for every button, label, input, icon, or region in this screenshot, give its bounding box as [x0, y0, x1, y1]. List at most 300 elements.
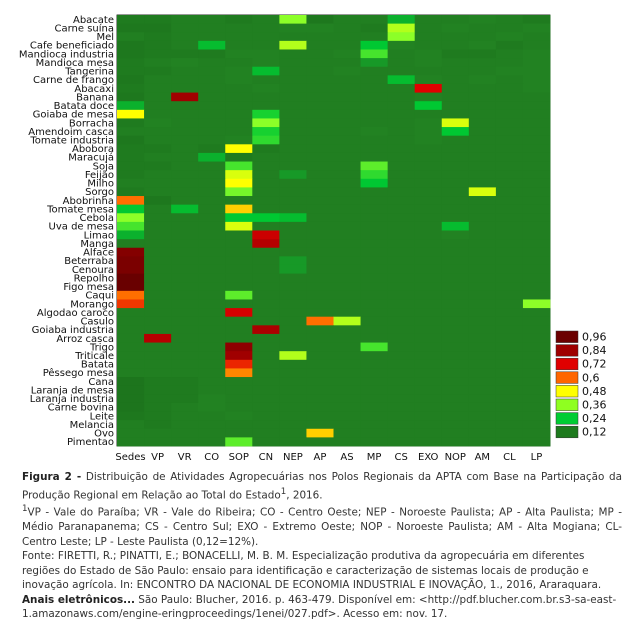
heatmap-cell: [117, 196, 144, 205]
heatmap-cell: [144, 41, 171, 50]
heatmap-cell: [306, 282, 333, 291]
heatmap-cell: [469, 231, 496, 240]
heatmap-cell: [225, 213, 252, 222]
column-label: SOP: [228, 452, 249, 463]
heatmap-cell: [415, 170, 442, 179]
row-label: Maracujá: [68, 152, 114, 164]
heatmap-cell: [415, 325, 442, 334]
heatmap-cell: [252, 256, 279, 265]
heatmap-cell: [279, 49, 306, 58]
heatmap-cell: [117, 162, 144, 171]
heatmap-cell: [144, 213, 171, 222]
heatmap-cell: [442, 58, 469, 67]
heatmap-cell: [117, 179, 144, 188]
heatmap-cell: [415, 256, 442, 265]
heatmap-cell: [117, 127, 144, 136]
heatmap-cell: [225, 248, 252, 257]
heatmap-cell: [279, 412, 306, 421]
heatmap-cell: [469, 412, 496, 421]
heatmap-cell: [252, 412, 279, 421]
heatmap-cell: [388, 334, 415, 343]
heatmap-cell: [523, 222, 550, 231]
heatmap-cell: [334, 231, 361, 240]
heatmap-cell: [225, 412, 252, 421]
heatmap-cell: [496, 67, 523, 76]
footnote-text: VP - Vale do Paraíba; VR - Vale do Ribeira; CO - Centro Oeste; NEP - Noroeste Paulista; AP - Alta Paulista; MP - Médio Paranapanema; CS - Centro Sul; EXO - Extremo Oeste; NOP - Noroeste Paulista; AM - Alta Mogiana; CL- Centro Leste; LP - Leste Paulista (0,12=12%).: [22, 506, 622, 548]
heatmap-cell: [306, 351, 333, 360]
heatmap-cell: [469, 360, 496, 369]
heatmap-cell: [117, 153, 144, 162]
heatmap-cell: [117, 222, 144, 231]
heatmap-cell: [171, 162, 198, 171]
heatmap-cell: [171, 334, 198, 343]
row-label: Laranja de mesa: [30, 385, 114, 397]
heatmap-cell: [388, 256, 415, 265]
heatmap-cell: [442, 325, 469, 334]
heatmap-cell: [496, 170, 523, 179]
heatmap-cell: [361, 351, 388, 360]
heatmap-cell: [252, 420, 279, 429]
heatmap-cell: [361, 205, 388, 214]
heatmap-cell: [225, 437, 252, 446]
legend-swatch: [556, 413, 578, 425]
heatmap-cell: [334, 412, 361, 421]
heatmap-cell: [415, 84, 442, 93]
column-label: MP: [366, 452, 382, 463]
heatmap-cell: [442, 24, 469, 33]
row-label: Figo mesa: [63, 282, 114, 294]
heatmap-cell: [171, 75, 198, 84]
heatmap-cell: [144, 162, 171, 171]
heatmap-cell: [334, 377, 361, 386]
heatmap-cell: [523, 429, 550, 438]
heatmap-cell: [388, 317, 415, 326]
heatmap-cell: [496, 196, 523, 205]
heatmap-cell: [171, 58, 198, 67]
heatmap-cell: [415, 58, 442, 67]
heatmap-cell: [144, 127, 171, 136]
heatmap-cell: [171, 282, 198, 291]
heatmap-cell: [469, 15, 496, 24]
heatmap-cell: [306, 144, 333, 153]
heatmap-cell: [144, 351, 171, 360]
column-label: AP: [313, 452, 327, 463]
heatmap-cell: [171, 110, 198, 119]
heatmap-cell: [361, 291, 388, 300]
heatmap-cell: [496, 127, 523, 136]
heatmap-cell: [144, 170, 171, 179]
heatmap-cell: [469, 265, 496, 274]
heatmap-cell: [415, 291, 442, 300]
heatmap-cell: [523, 394, 550, 403]
heatmap-cell: [361, 153, 388, 162]
heatmap-cell: [361, 274, 388, 283]
heatmap-cell: [144, 248, 171, 257]
heatmap-cell: [144, 377, 171, 386]
heatmap-cell: [144, 49, 171, 58]
heatmap-cell: [225, 222, 252, 231]
heatmap-cell: [306, 15, 333, 24]
heatmap-cell: [225, 75, 252, 84]
heatmap-cell: [252, 93, 279, 102]
heatmap-cell: [361, 403, 388, 412]
heatmap-cell: [415, 196, 442, 205]
heatmap-cell: [469, 205, 496, 214]
heatmap-cell: [117, 403, 144, 412]
heatmap-cell: [279, 265, 306, 274]
heatmap-cell: [171, 179, 198, 188]
heatmap-cell: [523, 93, 550, 102]
heatmap-cell: [415, 144, 442, 153]
heatmap-cell: [198, 394, 225, 403]
heatmap-cell: [117, 343, 144, 352]
heatmap-cell: [279, 420, 306, 429]
heatmap-cell: [117, 213, 144, 222]
heatmap-cell: [117, 274, 144, 283]
heatmap-cell: [252, 187, 279, 196]
heatmap-cell: [388, 187, 415, 196]
heatmap-cell: [334, 153, 361, 162]
heatmap-cell: [496, 412, 523, 421]
heatmap-cell: [225, 162, 252, 171]
heatmap-cell: [334, 334, 361, 343]
heatmap-cell: [225, 343, 252, 352]
heatmap-cell: [415, 32, 442, 41]
row-label: Manga: [80, 238, 114, 250]
heatmap-cell: [171, 144, 198, 153]
heatmap-cell: [171, 24, 198, 33]
source-proceedings-title: Anais eletrônicos...: [22, 593, 135, 606]
heatmap-cell: [388, 144, 415, 153]
heatmap-cell: [171, 41, 198, 50]
heatmap-cell: [279, 84, 306, 93]
heatmap-cell: [171, 256, 198, 265]
heatmap-cell: [225, 334, 252, 343]
heatmap-cell: [388, 58, 415, 67]
heatmap-cell: [361, 187, 388, 196]
heatmap-cell: [225, 93, 252, 102]
heatmap-cell: [252, 377, 279, 386]
heatmap-cell: [361, 222, 388, 231]
heatmap-cell: [171, 274, 198, 283]
heatmap-cell: [388, 179, 415, 188]
heatmap-cell: [144, 196, 171, 205]
heatmap-cell: [279, 256, 306, 265]
heatmap-cell: [442, 420, 469, 429]
heatmap-cell: [117, 325, 144, 334]
heatmap-cell: [279, 24, 306, 33]
heatmap-cell: [144, 256, 171, 265]
heatmap-cell: [415, 187, 442, 196]
heatmap-cell: [388, 118, 415, 127]
heatmap-cell: [306, 386, 333, 395]
heatmap-cell: [361, 118, 388, 127]
heatmap-cell: [388, 231, 415, 240]
heatmap-cell: [361, 101, 388, 110]
heatmap-cell: [306, 412, 333, 421]
heatmap-cell: [198, 437, 225, 446]
heatmap-cell: [361, 437, 388, 446]
heatmap-cell: [496, 32, 523, 41]
heatmap-cell: [361, 308, 388, 317]
heatmap-cell: [117, 84, 144, 93]
heatmap-cell: [117, 368, 144, 377]
row-label: Uva de mesa: [48, 221, 114, 233]
heatmap-cell: [523, 334, 550, 343]
heatmap-cell: [442, 222, 469, 231]
heatmap-cell: [469, 282, 496, 291]
heatmap-cell: [442, 93, 469, 102]
heatmap-cell: [279, 317, 306, 326]
heatmap-cell: [496, 144, 523, 153]
heatmap-cell: [334, 291, 361, 300]
heatmap-cell: [117, 420, 144, 429]
heatmap-cell: [523, 196, 550, 205]
heatmap-cell: [442, 412, 469, 421]
heatmap-cell: [442, 84, 469, 93]
heatmap-cell: [361, 239, 388, 248]
row-label: Algodao caroco: [36, 307, 114, 319]
heatmap-cell: [252, 118, 279, 127]
heatmap-cell: [388, 429, 415, 438]
column-label: LP: [530, 452, 543, 463]
heatmap-cell: [225, 187, 252, 196]
heatmap-cell: [469, 317, 496, 326]
heatmap-cell: [171, 308, 198, 317]
heatmap-cell: [415, 162, 442, 171]
heatmap-cell: [496, 299, 523, 308]
heatmap-cell: [334, 136, 361, 145]
heatmap-cell: [523, 403, 550, 412]
heatmap-cell: [279, 196, 306, 205]
heatmap-cell: [415, 213, 442, 222]
heatmap-cell: [442, 360, 469, 369]
heatmap-cell: [496, 118, 523, 127]
heatmap-cell: [306, 93, 333, 102]
heatmap-cell: [388, 15, 415, 24]
heatmap-cell: [117, 93, 144, 102]
column-label: VP: [151, 452, 165, 463]
heatmap-cell: [496, 308, 523, 317]
row-label: Abacate: [72, 14, 114, 26]
heatmap-cell: [415, 49, 442, 58]
heatmap-cell: [225, 15, 252, 24]
heatmap-cell: [279, 101, 306, 110]
heatmap-cell: [225, 360, 252, 369]
row-label: Goiaba de mesa: [32, 109, 114, 121]
heatmap-cell: [306, 231, 333, 240]
row-label: Goiaba industria: [31, 325, 114, 337]
heatmap-cell: [198, 205, 225, 214]
row-label: Tomate mesa: [47, 204, 114, 216]
heatmap-cell: [144, 75, 171, 84]
heatmap-cell: [388, 386, 415, 395]
heatmap-cell: [523, 49, 550, 58]
heatmap-cell: [442, 403, 469, 412]
heatmap-cell: [496, 437, 523, 446]
heatmap-cell: [334, 205, 361, 214]
heatmap-cell: [523, 67, 550, 76]
heatmap-cell: [469, 256, 496, 265]
heatmap-cell: [144, 394, 171, 403]
heatmap-cell: [469, 49, 496, 58]
heatmap-cell: [198, 118, 225, 127]
source-text-1: FIRETTI, R.; PINATTI, E.; BONACELLI, M. B. M. Especialização produtiva da agropecuária em diferentes regiões do Estado de São Paulo: ensaio para identificação e caracterização de sistemas locais de produção e inovação agrícola. In: ENCONTRO DA NACIONAL DE ECONOMIA INDUSTRIAL E INOVAÇÃO, 1., 2016, Araraquara.: [22, 550, 602, 592]
heatmap-cell: [523, 144, 550, 153]
heatmap-cell: [225, 368, 252, 377]
heatmap-cell: [361, 360, 388, 369]
heatmap-cell: [279, 41, 306, 50]
heatmap-cell: [198, 144, 225, 153]
heatmap-cell: [117, 429, 144, 438]
heatmap-cell: [388, 162, 415, 171]
heatmap-cell: [496, 136, 523, 145]
heatmap-cell: [171, 299, 198, 308]
heatmap-cell: [225, 110, 252, 119]
heatmap-cell: [496, 58, 523, 67]
heatmap-cell: [117, 118, 144, 127]
heatmap-cell: [415, 231, 442, 240]
heatmap-cell: [279, 437, 306, 446]
column-labels: [115, 452, 542, 463]
heatmap-cell: [361, 265, 388, 274]
legend-swatch: [556, 399, 578, 411]
figure-footnote-mark: 1: [280, 486, 287, 497]
heatmap-cell: [306, 58, 333, 67]
heatmap-cell: [279, 360, 306, 369]
heatmap-cell: [388, 222, 415, 231]
heatmap-cell: [469, 101, 496, 110]
heatmap-cell: [415, 110, 442, 119]
heatmap-cell: [306, 256, 333, 265]
heatmap-cell: [225, 325, 252, 334]
heatmap-cell: [252, 299, 279, 308]
heatmap-cell: [171, 15, 198, 24]
heatmap-cell: [225, 196, 252, 205]
heatmap-cell: [496, 403, 523, 412]
heatmap-cell: [334, 41, 361, 50]
heatmap-cell: [361, 32, 388, 41]
heatmap-cell: [117, 256, 144, 265]
heatmap-cell: [306, 248, 333, 257]
heatmap-cell: [334, 343, 361, 352]
heatmap-cell: [388, 41, 415, 50]
heatmap-cell: [225, 32, 252, 41]
heatmap-cell: [415, 420, 442, 429]
heatmap-cell: [442, 274, 469, 283]
heatmap-cell: [415, 41, 442, 50]
heatmap-cell: [496, 429, 523, 438]
row-label: Batata doce: [53, 101, 114, 113]
heatmap-cell: [252, 239, 279, 248]
column-label: NEP: [282, 452, 303, 463]
heatmap-cell: [469, 162, 496, 171]
heatmap-cell: [198, 368, 225, 377]
heatmap-cell: [388, 437, 415, 446]
heatmap-cell: [279, 282, 306, 291]
heatmap-cell: [388, 127, 415, 136]
heatmap-cell: [306, 360, 333, 369]
heatmap-cell: [469, 110, 496, 119]
heatmap-cell: [252, 386, 279, 395]
heatmap-cell: [252, 75, 279, 84]
heatmap-cell: [252, 403, 279, 412]
heatmap-cell: [252, 170, 279, 179]
heatmap-cell: [361, 299, 388, 308]
heatmap-cell: [469, 75, 496, 84]
heatmap-cell: [334, 179, 361, 188]
heatmap-cell: [279, 118, 306, 127]
figure-year: , 2016.: [286, 489, 323, 502]
heatmap-cell: [117, 265, 144, 274]
row-label: Cafe beneficiado: [29, 40, 114, 52]
heatmap-cell: [442, 110, 469, 119]
heatmap-cell: [252, 196, 279, 205]
heatmap-cell: [198, 196, 225, 205]
heatmap-cell: [496, 377, 523, 386]
heatmap-cell: [523, 291, 550, 300]
heatmap-cell: [171, 420, 198, 429]
heatmap-cell: [117, 291, 144, 300]
heatmap-cell: [144, 368, 171, 377]
heatmap-cell: [361, 162, 388, 171]
heatmap-cell: [496, 162, 523, 171]
heatmap-cell: [442, 15, 469, 24]
heatmap-cell: [496, 317, 523, 326]
heatmap-cell: [171, 317, 198, 326]
heatmap-cell: [361, 386, 388, 395]
column-label: CN: [258, 452, 274, 463]
heatmap-cell: [523, 110, 550, 119]
heatmap-cell: [496, 274, 523, 283]
heatmap-cell: [252, 153, 279, 162]
row-label: Amendoim casca: [28, 126, 114, 138]
heatmap-cell: [442, 127, 469, 136]
heatmap-cell: [171, 239, 198, 248]
heatmap-cell: [306, 196, 333, 205]
heatmap-cell: [496, 360, 523, 369]
heatmap-cell: [117, 49, 144, 58]
heatmap-cell: [198, 231, 225, 240]
heatmap-cell: [334, 282, 361, 291]
heatmap-cell: [279, 343, 306, 352]
heatmap-cell: [415, 93, 442, 102]
heatmap-cell: [415, 343, 442, 352]
heatmap-cell: [469, 84, 496, 93]
heatmap-cell: [442, 308, 469, 317]
heatmap-cell: [252, 282, 279, 291]
heatmap-cell: [279, 231, 306, 240]
heatmap-cell: [523, 239, 550, 248]
heatmap-cell: [306, 170, 333, 179]
heatmap-cell: [496, 325, 523, 334]
heatmap-cell: [442, 231, 469, 240]
heatmap-cell: [171, 265, 198, 274]
heatmap-cell: [469, 136, 496, 145]
heatmap-cell: [171, 213, 198, 222]
heatmap-cell: [279, 170, 306, 179]
heatmap-cell: [442, 144, 469, 153]
heatmap-cell: [225, 58, 252, 67]
heatmap-cell: [334, 265, 361, 274]
heatmap-cell: [496, 343, 523, 352]
heatmap-cell: [252, 67, 279, 76]
heatmap-cell: [306, 291, 333, 300]
heatmap-cell: [144, 420, 171, 429]
legend-label: 0,6: [582, 371, 600, 385]
heatmap-cell: [306, 32, 333, 41]
heatmap-cell: [334, 299, 361, 308]
